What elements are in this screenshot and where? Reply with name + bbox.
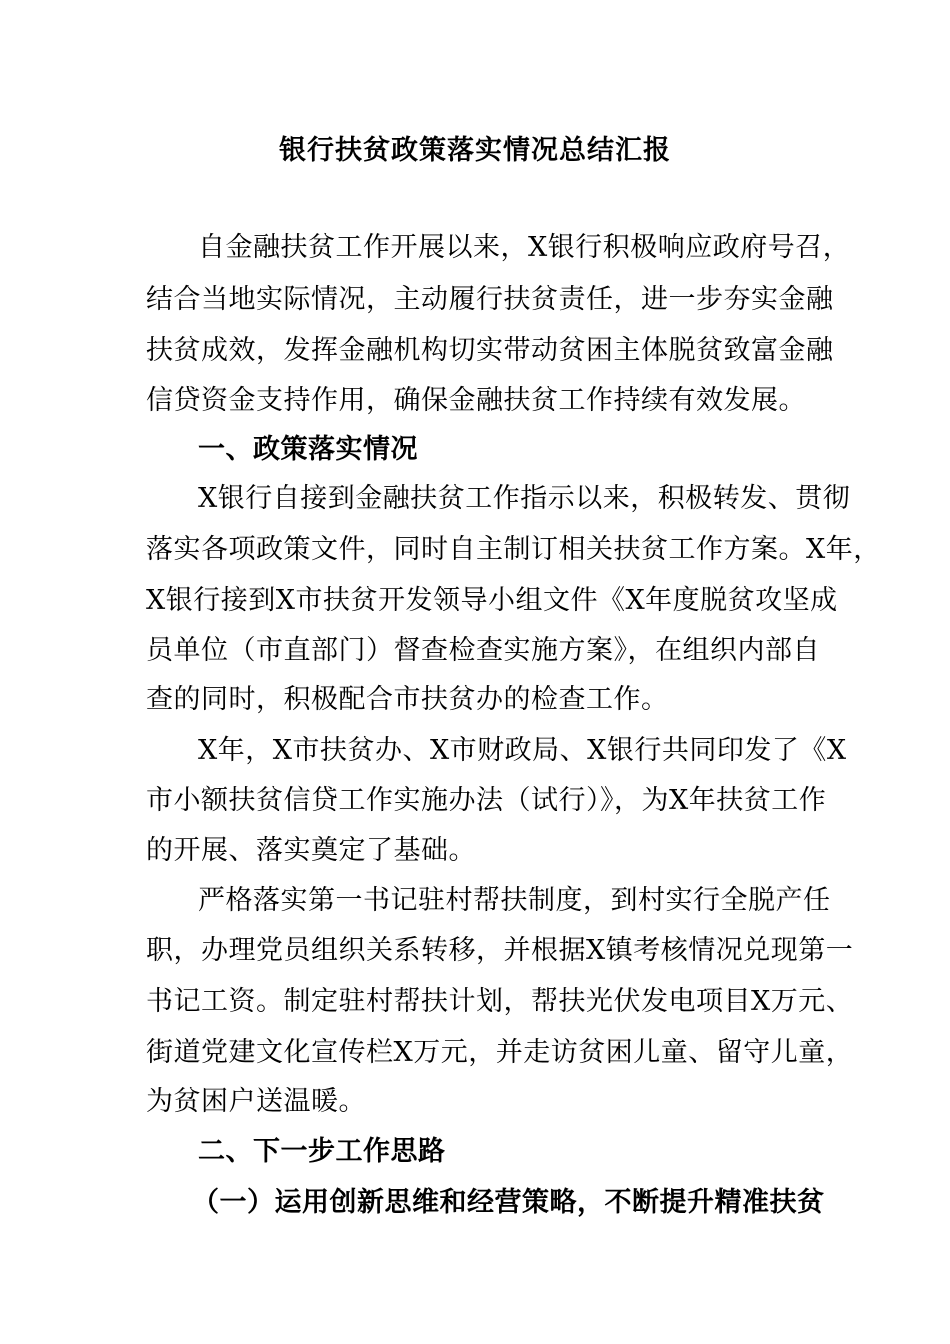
paragraph-line: 严格落实第一书记驻村帮扶制度，到村实行全脱产任 [198, 885, 831, 916]
paragraph-line: 结合当地实际情况，主动履行扶贫责任，进一步夯实金融 [146, 284, 834, 315]
paragraph-line: 查的同时，积极配合市扶贫办的检查工作。 [146, 684, 669, 715]
paragraph-line: 为贫困户送温暖。 [146, 1086, 366, 1117]
paragraph-line: 落实各项政策文件，同时自主制订相关扶贫工作方案。X年， [146, 534, 881, 565]
paragraph-line: 街道党建文化宣传栏X万元，并走访贫困儿童、留守儿童， [146, 1037, 854, 1068]
section-heading-1: 一、政策落实情况 [198, 434, 418, 465]
paragraph-line: 自金融扶贫工作开展以来，X银行积极响应政府号召， [198, 232, 851, 263]
paragraph-line: 员单位（市直部门）督查检查实施方案》，在组织内部自 [146, 635, 820, 666]
document-title: 银行扶贫政策落实情况总结汇报 [279, 135, 671, 166]
paragraph-line: 信贷资金支持作用，确保金融扶贫工作持续有效发展。 [146, 385, 806, 416]
section-heading-2: 二、下一步工作思路 [198, 1136, 446, 1167]
paragraph-line: X银行接到X市扶贫开发领导小组文件《X年度脱贫攻坚成 [146, 585, 838, 616]
paragraph-line: X银行自接到金融扶贫工作指示以来，积极转发、贯彻 [198, 483, 851, 514]
paragraph-line: 市小额扶贫信贷工作实施办法（试行）》，为X年扶贫工作 [146, 785, 827, 816]
paragraph-line: 的开展、落实奠定了基础。 [146, 835, 476, 866]
paragraph-line: 扶贫成效，发挥金融机构切实带动贫困主体脱贫致富金融 [146, 335, 834, 366]
paragraph-line: 职，办理党员组织关系转移，并根据X镇考核情况兑现第一 [146, 935, 854, 966]
subsection-heading: （一）运用创新思维和经营策略，不断提升精准扶贫 [192, 1187, 825, 1218]
paragraph-line: X年，X市扶贫办、X市财政局、X银行共同印发了《X [198, 735, 847, 766]
paragraph-line: 书记工资。制定驻村帮扶计划，帮扶光伏发电项目X万元、 [146, 986, 854, 1017]
